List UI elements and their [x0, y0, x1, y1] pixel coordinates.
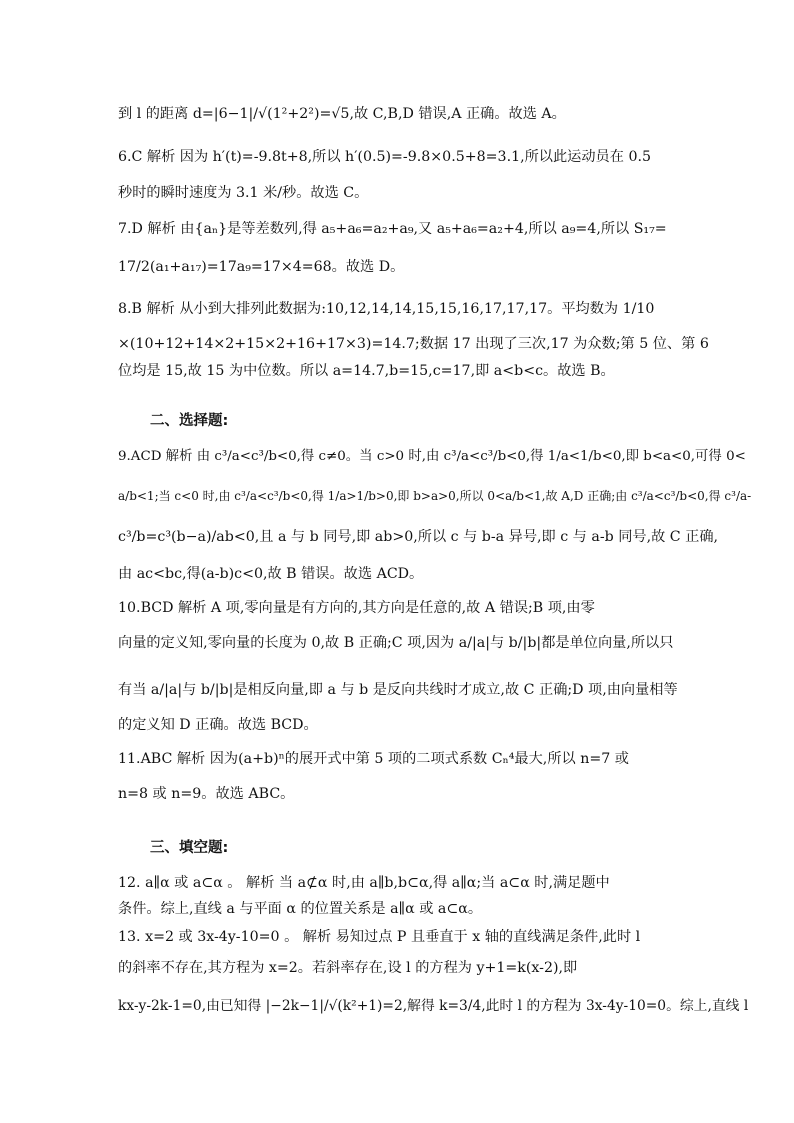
text-line: 的斜率不存在,其方程为 x=2。若斜率存在,设 l 的方程为 y+1=k(x-2),即 — [118, 960, 578, 976]
text-line: 到 l 的距离 d=|6−1|/√(1²+2²)=√5,故 C,B,D 错误,A 正确。故选 A。 — [118, 106, 566, 122]
text-line: 17/2(a₁+a₁₇)=17a₉=17×4=68。故选 D。 — [118, 259, 405, 275]
text-line: kx-y-2k-1=0,由已知得 |−2k−1|/√(k²+1)=2,解得 k=3/4,此时 l 的方程为 3x-4y-10=0。综上,直线 l — [118, 998, 749, 1014]
text-line: 有当 a/|a|与 b/|b|是相反向量,即 a 与 b 是反向共线时才成立,故 C 正确;D 项,由向量相等 — [118, 682, 678, 698]
text-line: 位均是 15,故 15 为中位数。所以 a=14.7,b=15,c=17,即 a<b<c。故选 B。 — [118, 363, 615, 379]
text-line: n=8 或 n=9。故选 ABC。 — [118, 786, 295, 802]
text-line: 由 ac<bc,得(a-b)c<0,故 B 错误。故选 ACD。 — [118, 566, 424, 582]
text-line: ×(10+12+14×2+15×2+16+17×3)=14.7;数据 17 出现了三次,17 为众数;第 5 位、第 6 — [118, 336, 709, 352]
text-line: c³/b=c³(b−a)/ab<0,且 a 与 b 同号,即 ab>0,所以 c 与 b-a 异号,即 c 与 a-b 同号,故 C 正确, — [118, 529, 719, 545]
text-line: 7.D 解析 由{aₙ}是等差数列,得 a₅+a₆=a₂+a₉,又 a₅+a₆=a₂+4,所以 a₉=4,所以 S₁₇= — [118, 221, 667, 237]
text-line: 6.C 解析 因为 h′(t)=-9.8t+8,所以 h′(0.5)=-9.8×0.5+8=3.1,所以此运动员在 0.5 — [118, 149, 652, 165]
text-line: a/b<1;当 c<0 时,由 c³/a<c³/b<0,得 1/a>1/b>0,即 b>a>0,所以 0<a/b<1,故 A,D 正确;由 c³/a<c³/b<0,得 c³/a- — [118, 489, 752, 503]
text-line: 12. a∥α 或 a⊂α 。 解析 当 a⊄α 时,由 a∥b,b⊂α,得 a∥α;当 a⊂α 时,满足题中 — [118, 875, 610, 891]
text-line: 10.BCD 解析 A 项,零向量是有方向的,其方向是任意的,故 A 错误;B 项,由零 — [118, 600, 595, 616]
text-line: 向量的定义知,零向量的长度为 0,故 B 正确;C 项,因为 a/|a|与 b/|b|都是单位向量,所以只 — [118, 635, 674, 651]
text-line: 8.B 解析 从小到大排列此数据为:10,12,14,14,15,15,16,17,17,17。平均数为 1/10 — [118, 301, 655, 317]
text-line: 的定义知 D 正确。故选 BCD。 — [118, 717, 318, 733]
text-line: 13. x=2 或 3x-4y-10=0 。 解析 易知过点 P 且垂直于 x 轴的直线满足条件,此时 l — [118, 929, 641, 945]
text-line: 11.ABC 解析 因为(a+b)ⁿ的展开式中第 5 项的二项式系数 Cₙ⁴最大,所以 n=7 或 — [118, 751, 629, 767]
section-heading: 三、填空题: — [150, 840, 229, 856]
text-line: 9.ACD 解析 由 c³/a<c³/b<0,得 c≠0。当 c>0 时,由 c³/a<c³/b<0,得 1/a<1/b<0,即 b<a<0,可得 0< — [118, 449, 746, 464]
text-line: 秒时的瞬时速度为 3.1 米/秒。故选 C。 — [118, 185, 369, 201]
section-heading: 二、选择题: — [150, 413, 229, 429]
text-line: 条件。综上,直线 a 与平面 α 的位置关系是 a∥α 或 a⊂α。 — [118, 901, 483, 917]
